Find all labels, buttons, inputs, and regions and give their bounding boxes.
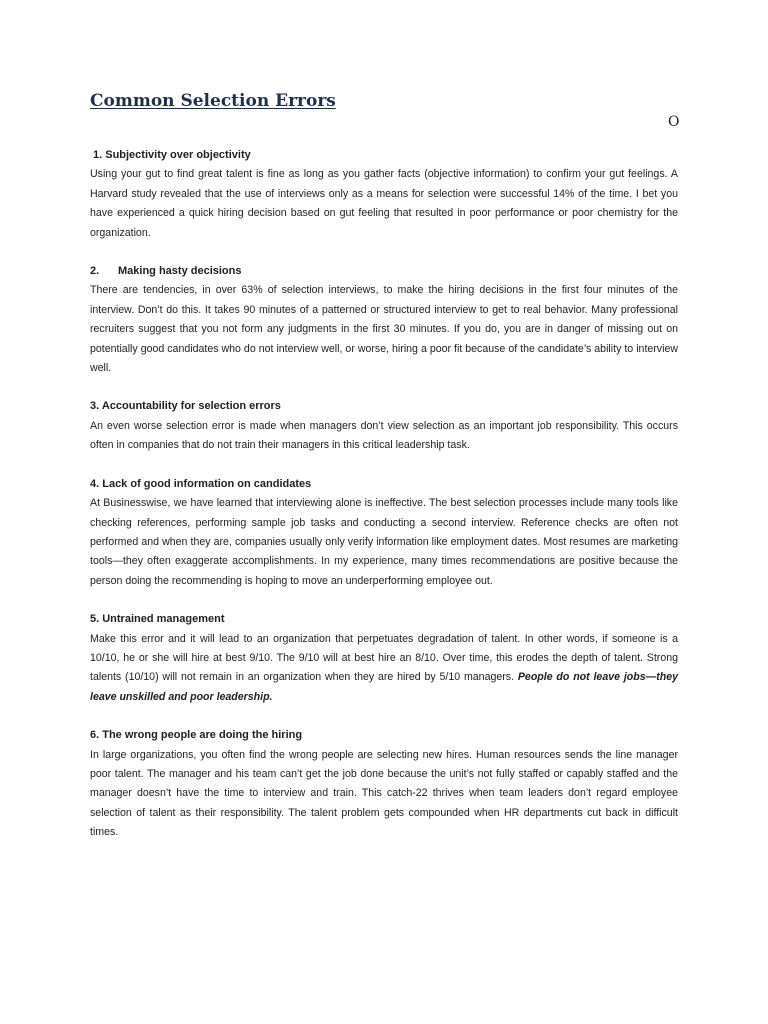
section-heading bbox=[90, 262, 678, 281]
section-hasty-decisions bbox=[90, 262, 678, 378]
section-body: An even worse selection error is made when managers don’t view selection as an important job responsibility. This occurs often in companies that do not train their managers in this critical leadership task. bbox=[90, 419, 678, 452]
section-heading: 3. Accountability for selection errors bbox=[90, 400, 281, 413]
section-wrong-people-hiring bbox=[90, 726, 678, 842]
section-heading-text: Making hasty decisions bbox=[118, 265, 242, 278]
document-title: Common Selection Errors bbox=[90, 91, 336, 111]
section-heading: 4. Lack of good information on candidates bbox=[90, 477, 312, 490]
section-untrained-management bbox=[90, 610, 678, 707]
section-body: In large organizations, you often find the wrong people are selecting new hires. Human resources sends the line manager poor talent. The manager and his team can’t get the job done because the unit’s not fully staffed or capably staffed and the manager doesn’t have the time to interview and train. This catch-22 thrives when team leaders don’t regard employee selection of talent as their responsibility. The talent problem gets compounded when HR departments cut back in difficult times. bbox=[90, 748, 678, 839]
section-body: There are tendencies, in over 63% of selection interviews, to make the hiring decisions in the first four minutes of the interview. Don’t do this. It takes 90 minutes of a patterned or structured interview to get to real behavior. Many professional recruiters suggest that you not form any judgments in the first 30 minutes. If you do, you are in danger of missing out on potentially good candidates who do not interview well, or worse, hiring a poor fit because of the candidate’s ability to interview well. bbox=[90, 284, 678, 375]
section-heading: 6. The wrong people are doing the hiring bbox=[90, 729, 303, 742]
section-body: Using your gut to find great talent is fine as long as you gather facts (objective information) to confirm your gut feelings. A Harvard study revealed that the use of interviews only as a means for selection were successful 14% of the time. I bet you have experienced a quick hiring decision based on gut feeling that resulted in poor performance or poor chemistry for the organization. bbox=[90, 168, 678, 239]
corner-mark: O bbox=[668, 114, 680, 130]
section-body-text: Make this error and it will lead to an organization that perpetuates degradation of talent. In other words, if someone is a 10/10, he or she will hire at best 9/10. The 9/10 will at best hire an 8/10. Over time, this erodes the depth of talent. Strong talents (10/10) will not remain in an organization when they are hired by 5/10 managers. bbox=[90, 632, 678, 684]
section-accountability bbox=[90, 397, 678, 455]
section-subjectivity bbox=[90, 146, 678, 243]
section-heading: 5. Untrained management bbox=[90, 613, 225, 626]
section-body: At Businesswise, we have learned that interviewing alone is ineffective. The best selection processes include many tools like checking references, performing sample job tasks and conducting a second interview. Reference checks are often not performed and when they are, companies usually only verify information like employment dates. Most resumes are marketing tools—they often exaggerate accomplishments. In my experience, many times recommendations are positive because the person doing the recommending is hoping to move an underperforming employee out. bbox=[90, 497, 678, 587]
section-heading-number: 2. bbox=[90, 265, 100, 278]
emphasis-quote: People do not leave jobs—they leave unskilled and poor leadership. bbox=[90, 671, 678, 703]
section-lack-of-information bbox=[90, 475, 678, 591]
section-heading: 1. Subjectivity over objectivity bbox=[93, 149, 251, 161]
document-content bbox=[90, 146, 678, 862]
section-body bbox=[90, 630, 678, 708]
